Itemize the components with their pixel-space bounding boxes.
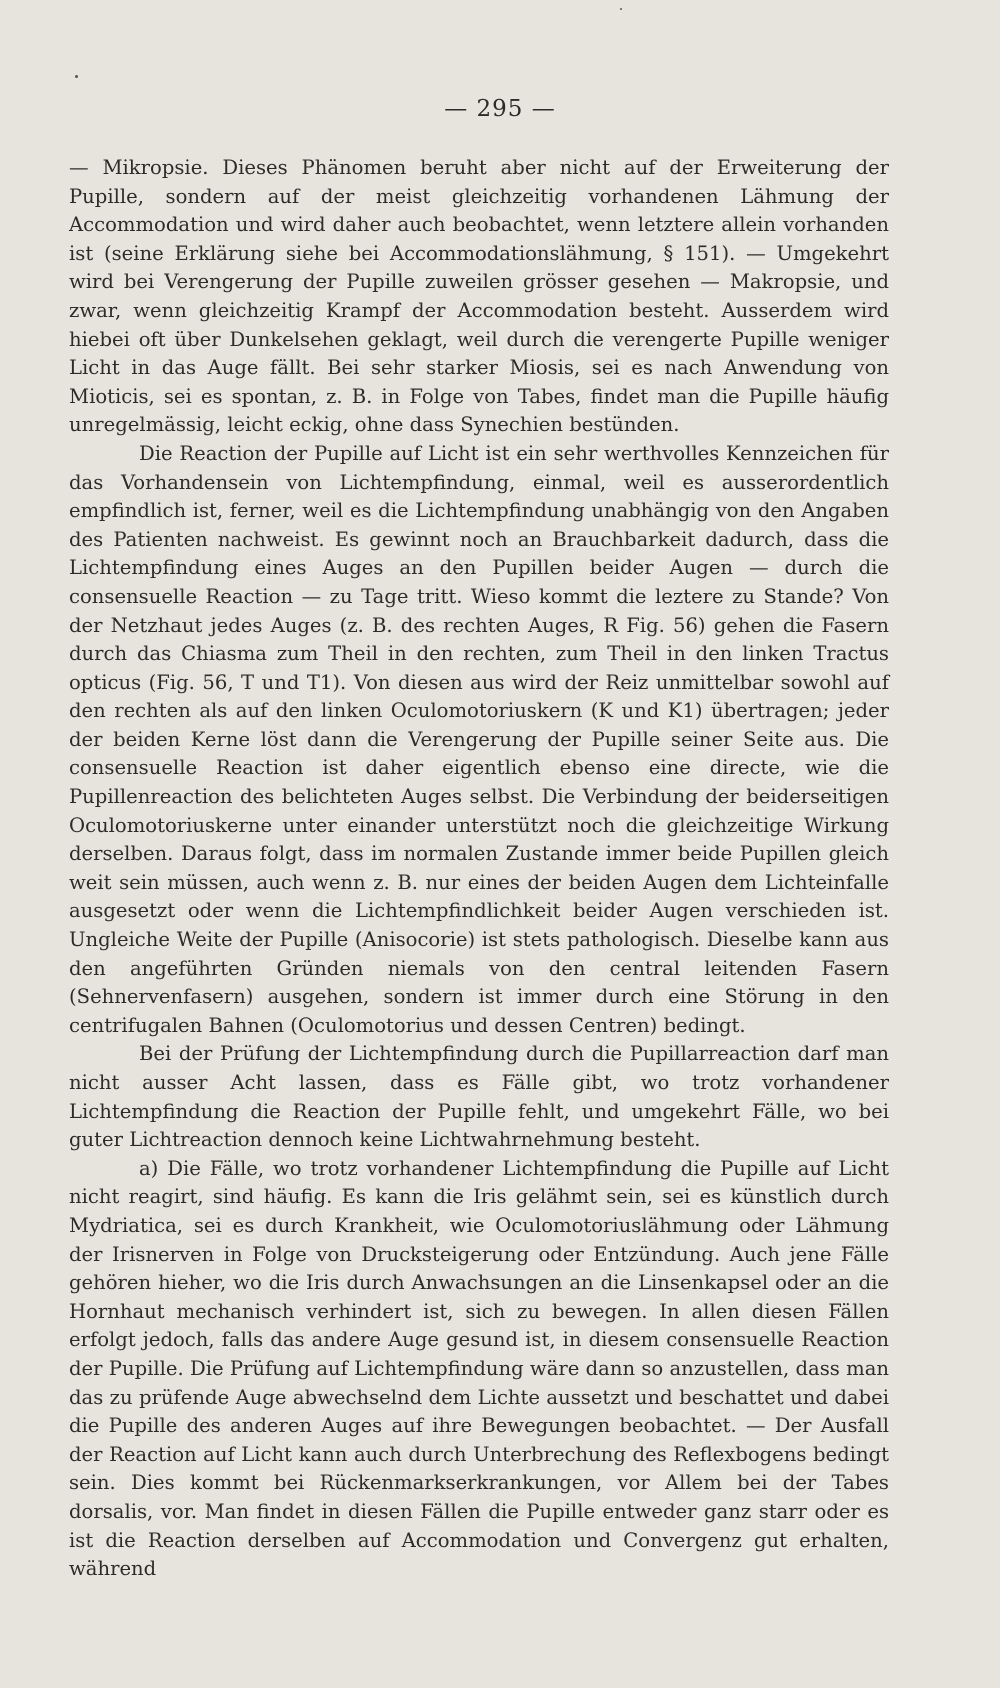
paragraph-light-testing: Bei der Prüfung der Lichtempfindung durch die Pupillarreaction darf man nicht ausser Acht lassen, dass es Fälle gibt, wo trotz vorhandener Lichtempfindung die Reaction der Pupille fehlt, und umgekehrt Fälle, wo bei guter Lichtreaction dennoch keine Lichtwahrnehmung besteht. <box>69 1042 889 1152</box>
body-text <box>69 154 889 1584</box>
dust-speck <box>620 8 622 10</box>
page-number: — 295 — <box>444 96 556 122</box>
dust-speck <box>75 75 78 78</box>
paragraph-mikropsie: — Mikropsie. Dieses Phänomen beruht aber nicht auf der Erweiterung der Pupille, sondern auf der meist gleichzeitig vorhandenen Lähmung der Accommodation und wird daher auch beobachtet, wenn letztere allein vorhanden ist (seine Erklärung siehe bei Accommodationslähmung, § 151). — Umgekehrt wird bei Verengerung der Pupille zuweilen grösser gesehen — Makropsie, und zwar, wenn gleichzeitig Krampf der Accommodation besteht. Ausserdem wird hiebei oft über Dunkelsehen geklagt, weil durch die verengerte Pupille weniger Licht in das Auge fällt. Bei sehr starker Miosis, sei es nach Anwendung von Mioticis, sei es spontan, z. B. in Folge von Tabes, findet man die Pupille häufig unregelmässig, leicht eckig, ohne dass Synechien bestünden. <box>69 156 889 437</box>
paragraph-case-a: a) Die Fälle, wo trotz vorhandener Lichtempfindung die Pupille auf Licht nicht reagirt, sind häufig. Es kann die Iris gelähmt sein, sei es künstlich durch Mydriatica, sei es durch Krankheit, wie Oculomotoriuslähmung oder Lähmung der Irisnerven in Folge von Drucksteigerung oder Entzündung. Auch jene Fälle gehören hieher, wo die Iris durch Anwachsungen an die Linsenkapsel oder an die Hornhaut mechanisch verhindert ist, sich zu bewegen. In allen diesen Fällen erfolgt jedoch, falls das andere Auge gesund ist, in diesem consensuelle Reaction der Pupille. Die Prüfung auf Lichtempfindung wäre dann so anzustellen, dass man das zu prüfende Auge abwechselnd dem Lichte aussetzt und beschattet und dabei die Pupille des anderen Auges auf ihre Bewegungen beobachtet. — Der Ausfall der Reaction auf Licht kann auch durch Unterbrechung des Reflexbogens bedingt sein. Dies kommt bei Rückenmarkserkrankungen, vor Allem bei der Tabes dorsalis, vor. Man findet in diesen Fällen die Pupille entweder ganz starr oder es ist die Reaction derselben auf Accommodation und Convergenz gut erhalten, während <box>69 1156 889 1581</box>
paragraph-pupil-reaction: Die Reaction der Pupille auf Licht ist ein sehr werthvolles Kennzeichen für das Vorhandensein von Lichtempfindung, einmal, weil es ausserordentlich empfindlich ist, ferner, weil es die Lichtempfindung unabhängig von den Angaben des Patienten nachweist. Es gewinnt noch an Brauchbarkeit dadurch, dass die Lichtempfindung eines Auges an den Pupillen beider Augen — durch die consensuelle Reaction — zu Tage tritt. Wieso kommt die leztere zu Stande? Von der Netzhaut jedes Auges (z. B. des rechten Auges, R Fig. 56) gehen die Fasern durch das Chiasma zum Theil in den rechten, zum Theil in den linken Tractus opticus (Fig. 56, T und T1). Von diesen aus wird der Reiz unmittelbar sowohl auf den rechten als auf den linken Oculomotoriuskern (K und K1) übertragen; jeder der beiden Kerne löst dann die Verengerung der Pupille seiner Seite aus. Die consensuelle Reaction ist daher eigentlich ebenso eine directe, wie die Pupillenreaction des belichteten Auges selbst. Die Verbindung der beiderseitigen Oculomotoriuskerne unter einander unterstützt noch die gleichzeitige Wirkung derselben. Daraus folgt, dass im normalen Zustande immer beide Pupillen gleich weit sein müssen, auch wenn z. B. nur eines der beiden Augen dem Lichteinfalle ausgesetzt oder wenn die Lichtempfindlichkeit beider Augen verschieden ist. Ungleiche Weite der Pupille (Anisocorie) ist stets pathologisch. Dieselbe kann aus den angeführten Gründen niemals von den central leitenden Fasern (Sehnervenfasern) ausgehen, sondern ist immer durch eine Störung in den centrifugalen Bahnen (Oculomotorius und dessen Centren) bedingt. <box>69 441 889 1037</box>
